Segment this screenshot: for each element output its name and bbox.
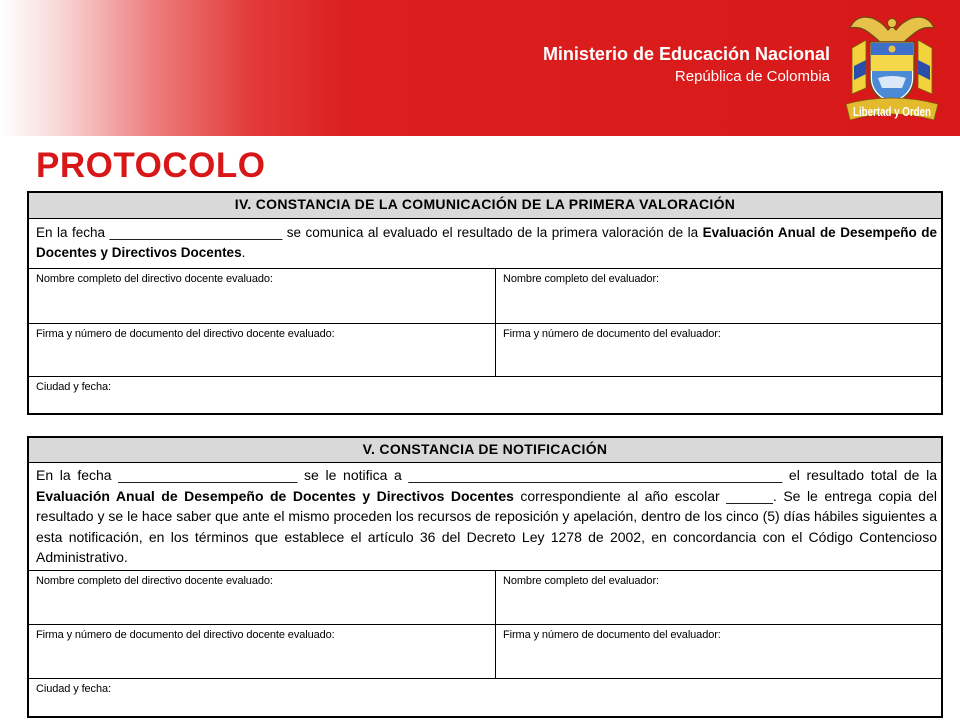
field-label: Nombre completo del evaluador: [503, 273, 659, 285]
field-label: Ciudad y fecha: [36, 381, 111, 393]
evaluation-name: Evaluación Anual de Desempeño de Docentes y Directivos Docentes [36, 225, 937, 260]
field-label: Firma y número de documento del directivo docente evaluado: [36, 629, 335, 641]
section-v-city-date-field[interactable] [29, 679, 941, 716]
section-iv-statement [29, 219, 941, 269]
evaluado-signature-field[interactable] [29, 324, 496, 376]
ministry-name: Ministerio de Educación Nacional [542, 44, 830, 64]
section-iv-paragraph: En la fecha _______________________ se comunica al evaluado el resultado de la primera valoración de la Evaluación Anual de Desempeño de Docentes y Directivos Docentes. [36, 225, 937, 260]
motto-text: Libertad y Orden [852, 105, 932, 119]
date-blank: _______________________ [118, 467, 298, 483]
field-label: Nombre completo del directivo docente evaluado: [36, 273, 273, 285]
evaluador-name-field[interactable] [496, 571, 941, 624]
year-blank: ______ [726, 487, 773, 504]
evaluador-signature-field[interactable] [496, 625, 941, 678]
section-iv-table [27, 191, 943, 415]
header-banner [0, 0, 960, 136]
section-v-names-row [29, 571, 941, 625]
section-v-signatures-row [29, 625, 941, 679]
section-iv-names-row [29, 269, 941, 324]
section-v-title: V. CONSTANCIA DE NOTIFICACIÓN [362, 441, 608, 457]
evaluado-name-field[interactable] [29, 571, 496, 624]
evaluado-signature-field[interactable] [29, 625, 496, 678]
evaluado-name-field[interactable] [29, 269, 496, 323]
section-v-statement [29, 463, 941, 571]
section-v-header [29, 438, 941, 463]
section-iv-city-date-field[interactable] [29, 377, 941, 413]
section-iv-signatures-row [29, 324, 941, 377]
evaluador-name-field[interactable] [496, 269, 941, 323]
section-iv-title: IV. CONSTANCIA DE LA COMUNICACIÓN DE LA PRIMERA VALORACIÓN [234, 196, 736, 212]
evaluation-name: Evaluación Anual de Desempeño de Docentes y Directivos Docentes [36, 487, 514, 504]
field-label: Nombre completo del directivo docente evaluado: [36, 575, 273, 587]
field-label: Firma y número de documento del evaluador: [503, 629, 721, 641]
evaluador-signature-field[interactable] [496, 324, 941, 376]
republic-name: República de Colombia [674, 68, 830, 85]
section-v-paragraph: En la fecha _______________________ se le notifica a ________________________________________________ el resultado total de la Evaluación Anual de Desempeño de Docentes y Directivos Docentes correspondiente al año escolar ______. Se le entrega copia del resultado y se le hace saber que ante el mismo proceden los recursos de reposición y apelación, dentro de los cinco (5) días hábiles siguientes a esta notificación, en los términos que establece el artículo 36 del Decreto Ley 1278 de 2002, en concordancia con el Código Contencioso Administrativo. [36, 467, 937, 566]
section-iv-header [29, 193, 941, 219]
section-v-table [27, 436, 943, 718]
page-title: PROTOCOLO [36, 146, 266, 185]
field-label: Firma y número de documento del evaluador: [503, 328, 721, 340]
ministry-block [543, 42, 830, 88]
field-label: Nombre completo del evaluador: [503, 575, 659, 587]
field-label: Ciudad y fecha: [36, 683, 111, 695]
evaluado-blank: ________________________________________________ [408, 467, 783, 483]
date-blank: _______________________ [109, 225, 283, 240]
field-label: Firma y número de documento del directivo docente evaluado: [36, 328, 335, 340]
